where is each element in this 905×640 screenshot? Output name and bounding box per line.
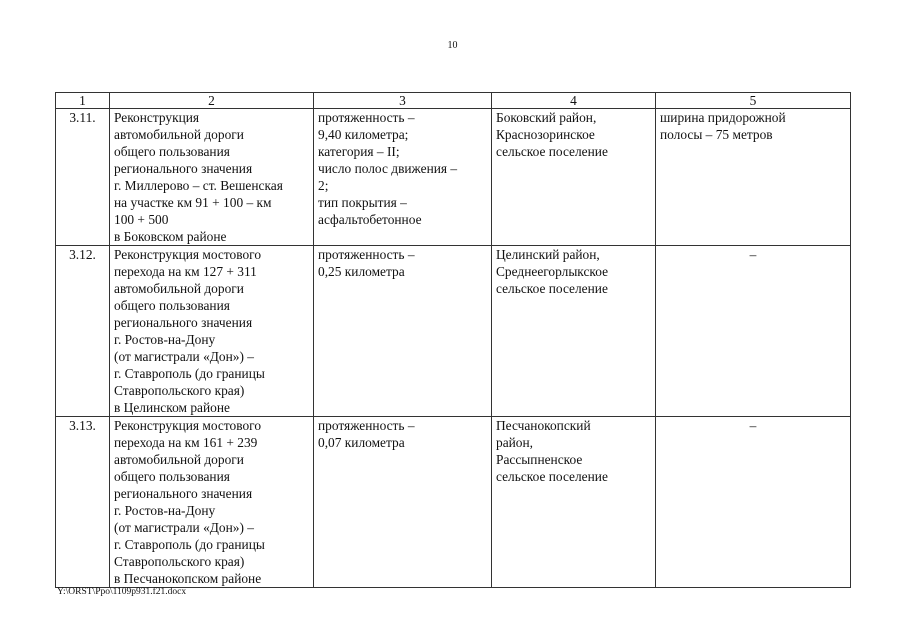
- object-name: Реконструкция мостового перехода на км 161 + 239 автомобильной дороги общего пользования регионального значения г. Ростов-на-Дону (от магистрали «Дон») – г. Ставрополь (до границы Ставропольского края) в Песчанокопском районе: [110, 417, 314, 588]
- object-location: Песчанокопский район, Рассыпненское сельское поселение: [492, 417, 656, 588]
- row-number: 3.12.: [56, 246, 110, 417]
- table-row: [56, 246, 851, 417]
- row-number: 3.11.: [56, 109, 110, 246]
- table-row: [56, 109, 851, 246]
- header-cell-2: 2: [110, 93, 314, 109]
- object-parameters: протяженность – 9,40 километра; категория – II; число полос движения – 2; тип покрытия – асфальтобетонное: [314, 109, 492, 246]
- object-location: Боковский район, Краснозоринское сельское поселение: [492, 109, 656, 246]
- object-note: ширина придорожной полосы – 75 метров: [656, 109, 851, 246]
- object-note: –: [656, 246, 851, 417]
- header-cell-4: 4: [492, 93, 656, 109]
- object-parameters: протяженность – 0,25 километра: [314, 246, 492, 417]
- header-cell-5: 5: [656, 93, 851, 109]
- table-header-row: [56, 93, 851, 109]
- object-name: Реконструкция мостового перехода на км 127 + 311 автомобильной дороги общего пользования регионального значения г. Ростов-на-Дону (от магистрали «Дон») – г. Ставрополь (до границы Ставропольского края) в Целинском районе: [110, 246, 314, 417]
- header-cell-3: 3: [314, 93, 492, 109]
- object-table: [55, 92, 851, 588]
- table-row: [56, 417, 851, 588]
- object-note: –: [656, 417, 851, 588]
- header-cell-1: 1: [56, 93, 110, 109]
- object-name: Реконструкция автомобильной дороги общего пользования регионального значения г. Миллерово – ст. Вешенская на участке км 91 + 100 – км 100 + 500 в Боковском районе: [110, 109, 314, 246]
- page-number: 10: [447, 40, 458, 51]
- object-parameters: протяженность – 0,07 километра: [314, 417, 492, 588]
- object-location: Целинский район, Среднеегорлыкское сельское поселение: [492, 246, 656, 417]
- footer-file-path: Y:\ORST\Ppo\1109p931.f21.docx: [57, 587, 187, 597]
- row-number: 3.13.: [56, 417, 110, 588]
